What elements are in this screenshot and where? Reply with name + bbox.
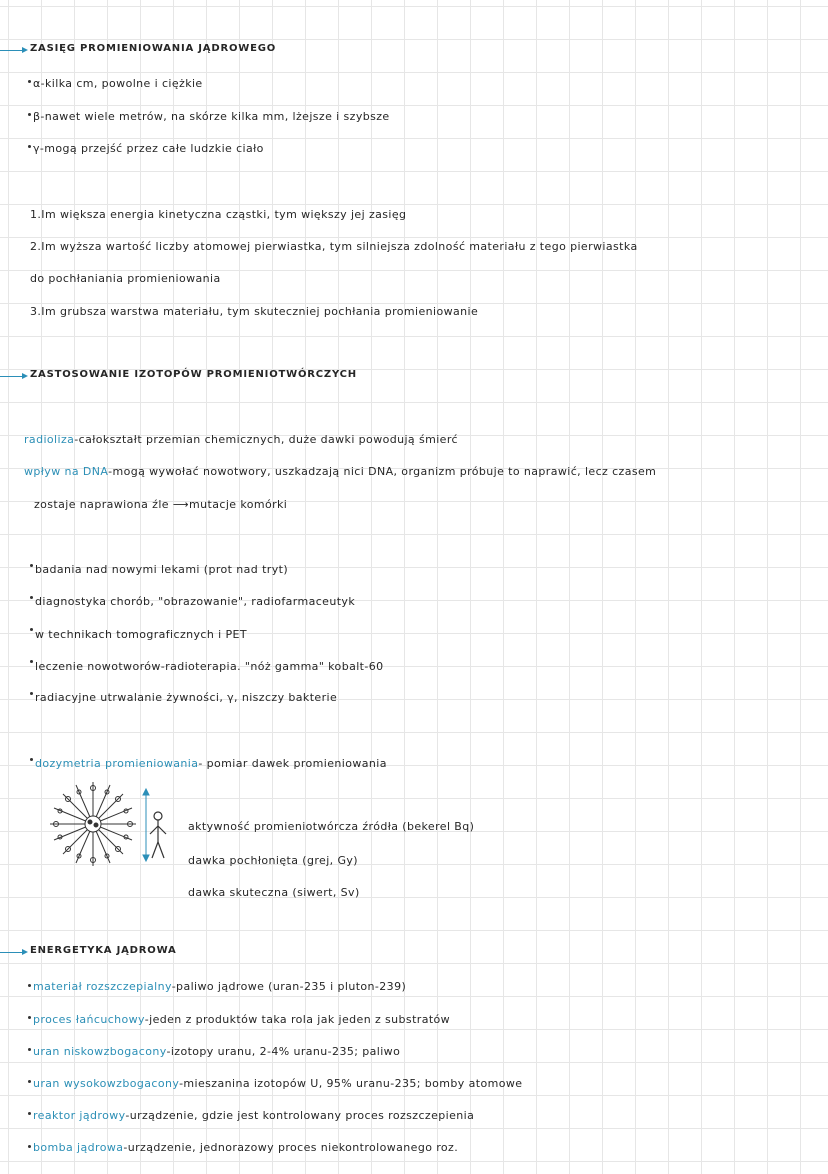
energy-item	[33, 980, 406, 993]
energy-item	[33, 1045, 400, 1058]
bullet-icon	[30, 692, 33, 695]
dna-term: wpływ na DNA	[24, 465, 109, 478]
energy-term: proces łańcuchowy	[33, 1013, 145, 1026]
dose-activity: aktywność promieniotwórcza źródła (bekerel Bq)	[188, 820, 475, 833]
use-item: w technikach tomograficznych i PET	[35, 628, 247, 641]
section-title-energy: ENERGETYKA JĄDROWA	[30, 945, 177, 956]
rule-1: 1.Im większa energia kinetyczna cząstki, tym większy jej zasięg	[30, 208, 407, 221]
bullet-icon	[28, 1080, 31, 1083]
energy-item	[33, 1141, 458, 1154]
person-icon	[150, 812, 166, 858]
energy-text: -paliwo jądrowe (uran-235 i pluton-239)	[171, 980, 407, 993]
use-item: diagnostyka chorób, "obrazowanie", radiofarmaceutyk	[35, 595, 356, 608]
distance-arrow-icon	[143, 789, 149, 861]
bullet-icon	[28, 1112, 31, 1115]
rule-2: 2.Im wyższa wartość liczby atomowej pierwiastka, tym silniejsza zdolność materiału z tego pierwiastka	[30, 240, 638, 253]
bullet-icon	[28, 1016, 31, 1019]
arrow-right-icon: ⟶	[168, 498, 190, 511]
section-arrow-icon	[0, 952, 26, 953]
radioliza-text: -całokształt przemian chemicznych, duże dawki powodują śmierć	[74, 433, 458, 446]
energy-term: bomba jądrowa	[33, 1141, 124, 1154]
energy-text: -urządzenie, jednorazowy proces niekontrolowanego roz.	[123, 1141, 459, 1154]
range-beta: β-nawet wiele metrów, na skórze kilka mm, lżejsze i szybsze	[33, 110, 390, 123]
section-arrow-icon	[0, 376, 26, 377]
bullet-icon	[30, 564, 33, 567]
dozymetria-line	[35, 757, 387, 770]
energy-term: materiał rozszczepialny	[33, 980, 172, 993]
section-arrow-icon	[0, 50, 26, 51]
dozymetria-term: dozymetria promieniowania	[35, 757, 199, 770]
energy-text: -jeden z produktów taka rola jak jeden z substratów	[144, 1013, 451, 1026]
use-item: badania nad nowymi lekami (prot nad tryt)	[35, 563, 289, 576]
section-title-range: ZASIĘG PROMIENIOWANIA JĄDROWEGO	[30, 43, 277, 54]
energy-item	[33, 1109, 474, 1122]
energy-term: uran niskowzbogacony	[33, 1045, 167, 1058]
radiation-source-diagram	[38, 778, 168, 870]
use-item: leczenie nowotworów-radioterapia. "nóż gamma" kobalt-60	[35, 660, 384, 673]
dna-result: mutacje komórki	[189, 498, 288, 511]
energy-term: uran wysokowzbogacony	[33, 1077, 180, 1090]
range-alpha: α-kilka cm, powolne i ciężkie	[33, 77, 203, 90]
bullet-icon	[28, 1048, 31, 1051]
bullet-icon	[30, 758, 33, 761]
bullet-icon	[30, 628, 33, 631]
dna-line	[24, 465, 656, 478]
section-title-applications: ZASTOSOWANIE IZOTOPÓW PROMIENIOTWÓRCZYCH	[30, 369, 357, 380]
bullet-icon	[28, 113, 31, 116]
radiation-rays-icon	[50, 782, 136, 866]
bullet-icon	[28, 1145, 31, 1148]
energy-text: -izotopy uranu, 2-4% uranu-235; paliwo	[166, 1045, 401, 1058]
radioliza-term: radioliza	[24, 433, 75, 446]
bullet-icon	[30, 596, 33, 599]
bullet-icon	[28, 984, 31, 987]
radioliza-line	[24, 433, 458, 446]
dna-text: -mogą wywołać nowotwory, uszkadzają nici DNA, organizm próbuje to naprawić, lecz czasem	[108, 465, 657, 478]
energy-term: reaktor jądrowy	[33, 1109, 126, 1122]
energy-text: -mieszanina izotopów U, 95% uranu-235; bomby atomowe	[179, 1077, 523, 1090]
dna-line-cont	[34, 498, 287, 511]
energy-text: -urządzenie, gdzie jest kontrolowany proces rozszczepienia	[125, 1109, 475, 1122]
dose-absorbed: dawka pochłonięta (grej, Gy)	[188, 854, 358, 867]
dozymetria-text: - pomiar dawek promieniowania	[198, 757, 387, 770]
range-gamma: γ-mogą przejść przez całe ludzkie ciało	[33, 142, 264, 155]
use-item: radiacyjne utrwalanie żywności, γ, niszczy bakterie	[35, 691, 338, 704]
bullet-icon	[28, 80, 31, 83]
energy-item	[33, 1013, 450, 1026]
rule-2-cont: do pochłaniania promieniowania	[30, 272, 221, 285]
bullet-icon	[30, 660, 33, 663]
rule-3: 3.Im grubsza warstwa materiału, tym skuteczniej pochłania promieniowanie	[30, 305, 479, 318]
dose-effective: dawka skuteczna (siwert, Sv)	[188, 886, 360, 899]
energy-item	[33, 1077, 522, 1090]
bullet-icon	[28, 145, 31, 148]
dna-cont-text: zostaje naprawiona źle	[34, 498, 169, 511]
